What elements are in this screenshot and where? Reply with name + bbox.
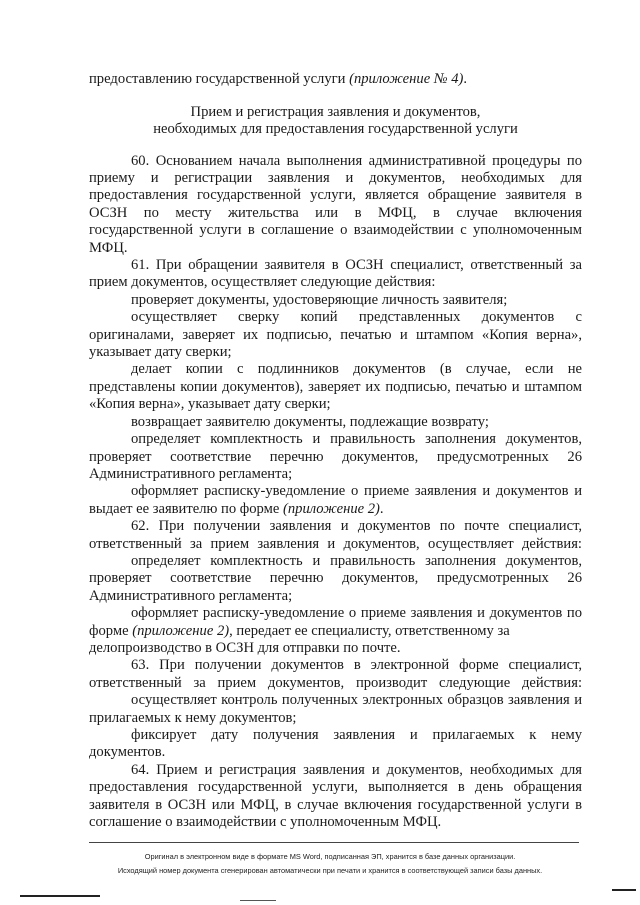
paragraph-62-line: оформляет расписку-уведомление о приеме заявления и документов по: [131, 605, 582, 622]
paragraph-63-line: ответственный за прием документов, производит следующие действия:: [89, 674, 582, 691]
italic-reference: (приложение 2): [132, 622, 230, 639]
paragraph-60-line: ОСЗН по месту жительства или в МФЦ, в случае включения: [89, 204, 582, 221]
paragraph-61-line: Административного регламента;: [89, 465, 293, 482]
paragraph-60-line: МФЦ.: [89, 239, 128, 256]
paragraph-61-line: прием документов, осуществляет следующие действия:: [89, 274, 436, 291]
italic-reference: (приложение № 4): [349, 71, 464, 87]
paragraph-61-line: определяет комплектность и правильность заполнения документов,: [131, 431, 582, 448]
paragraph-61-line: «Копия верна», указывает дату сверки;: [89, 396, 331, 413]
paragraph-60-line: 60. Основанием начала выполнения административной процедуры по: [131, 152, 582, 169]
paragraph-61-line: представлены копии документов), заверяет их подписью, печатью и штампом: [89, 378, 582, 395]
paragraph-62-line: 62. При получении заявления и документов по почте специалист,: [131, 518, 582, 535]
footer-note-line-2: Исходящий номер документа сгенерирован автоматически при печати и хранится в соответствующей записи базы данных.: [117, 866, 543, 875]
paragraph-61-line: оригиналами, заверяет их подписью, печатью и штампом «Копия верна»,: [89, 326, 582, 343]
paragraph-63-line: прилагаемых к нему документов;: [89, 709, 297, 726]
section-heading-line-2: необходимых для предоставления государственной услуги: [153, 121, 518, 138]
scan-margin-mark: [240, 900, 276, 901]
paragraph-61-line: делает копии с подлинников документов (в случае, если не: [131, 361, 582, 378]
paragraph-61-line: проверяет документы, удостоверяющие личность заявителя;: [131, 291, 508, 308]
paragraph-62-line: определяет комплектность и правильность заполнения документов,: [131, 552, 582, 569]
scan-margin-mark: [20, 895, 100, 897]
paragraph-62-line: Административного регламента;: [89, 587, 293, 604]
paragraph-61-line: проверяет соответствие перечню документов, предусмотренных 26: [89, 448, 582, 465]
scan-margin-mark: [612, 889, 636, 891]
paragraph-62-line: ответственный за прием заявления и документов, осуществляет действия:: [89, 535, 582, 552]
paragraph-63-line: фиксирует дату получения заявления и прилагаемых к нему: [131, 727, 582, 744]
footer-divider: [89, 842, 579, 843]
section-heading-line-1: Прием и регистрация заявления и документов,: [190, 103, 481, 120]
paragraph-63-line: осуществляет контроль полученных электронных образцов заявления и: [131, 692, 582, 709]
paragraph-61-line: осуществляет сверку копий представленных документов с: [131, 309, 582, 326]
paragraph-64-line: соглашение о взаимодействии с уполномоченным МФЦ.: [89, 814, 442, 831]
paragraph-60-line: приему и регистрации заявления и документов, необходимых для: [89, 169, 582, 186]
paragraph-61-line: возвращает заявителю документы, подлежащие возврату;: [131, 413, 489, 430]
footer-note-line-1: Оригинал в электронном виде в формате MS Word, подписанная ЭП, хранится в базе данных организации.: [144, 852, 516, 861]
paragraph-63-line: документов.: [89, 744, 166, 761]
paragraph-64-line: заявителя в ОСЗН или МФЦ, в случае включения государственной услуги в: [89, 796, 582, 813]
paragraph-61-line: указывает дату сверки;: [89, 344, 232, 361]
paragraph-62-line: форме (приложение 2), передает ее специалисту, ответственному за: [89, 622, 510, 639]
paragraph-61-line: выдает ее заявителю по форме (приложение 2).: [89, 500, 384, 517]
paragraph-62-line: делопроизводство в ОСЗН для отправки по почте.: [89, 640, 401, 657]
paragraph-62-line: проверяет соответствие перечню документов, предусмотренных 26: [89, 570, 582, 587]
paragraph-61-line: 61. При обращении заявителя в ОСЗН специалист, ответственный за: [131, 257, 582, 273]
paragraph-60-line: предоставления государственной услуги, является обращение заявителя в: [89, 187, 582, 204]
paragraph-64-line: предоставления государственной услуги, выполняется в день обращения: [89, 779, 582, 796]
text-line: предоставлению государственной услуги (приложение № 4).: [89, 71, 468, 87]
paragraph-64-line: 64. Прием и регистрация заявления и документов, необходимых для: [131, 761, 582, 778]
paragraph-61-line: оформляет расписку-уведомление о приеме заявления и документов и: [131, 483, 582, 500]
paragraph-60-line: государственной услуги в соглашение о взаимодействии с уполномоченным: [89, 222, 582, 239]
paragraph-63-line: 63. При получении документов в электронной форме специалист,: [131, 657, 582, 674]
italic-reference: (приложение 2): [283, 500, 380, 517]
